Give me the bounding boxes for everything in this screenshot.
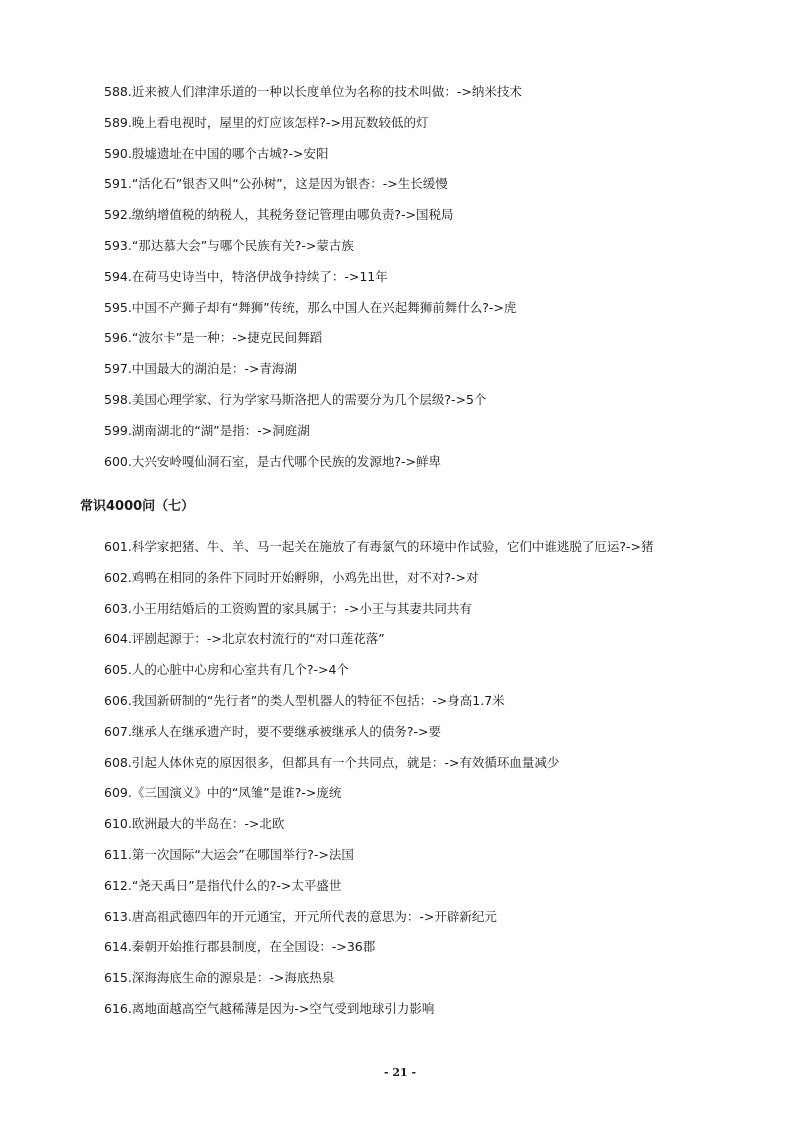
page-number: - 21 - xyxy=(383,1066,417,1079)
list-item: 607.继承人在继承遗产时，要不要继承被继承人的债务?->要 xyxy=(104,723,441,739)
list-item: 594.在荷马史诗当中，特洛伊战争持续了：->11年 xyxy=(104,268,388,284)
list-item: 595.中国不产狮子却有“舞狮”传统，那么中国人在兴起舞狮前舞什么?->虎 xyxy=(104,299,517,315)
list-item: 608.引起人体休克的原因很多，但都具有一个共同点，就是：->有效循环血量减少 xyxy=(104,754,560,770)
list-item: 600.大兴安岭嘎仙洞石室，是古代哪个民族的发源地?->鲜卑 xyxy=(104,453,441,469)
list-item: 596.“波尔卡”是一种：->捷克民间舞蹈 xyxy=(104,330,323,346)
list-item: 615.深海海底生命的源泉是：->海底热泉 xyxy=(104,970,335,986)
list-item: 599.湖南湖北的“湖”是指：->洞庭湖 xyxy=(104,422,310,438)
list-item: 597.中国最大的湖泊是：->青海湖 xyxy=(104,361,297,377)
list-item: 603.小王用结婚后的工资购置的家具属于：->小王与其妻共同共有 xyxy=(104,600,472,616)
list-item: 593.“那达慕大会”与哪个民族有关?->蒙古族 xyxy=(104,237,354,253)
list-item: 614.秦朝开始推行郡县制度，在全国设：->36郡 xyxy=(104,939,376,955)
question-list-part-two xyxy=(104,532,764,1025)
question-list-part-one xyxy=(104,77,764,477)
list-item: 616.离地面越高空气越稀薄是因为->空气受到地球引力影响 xyxy=(104,1000,435,1016)
list-item: 605.人的心脏中心房和心室共有几个?->4个 xyxy=(104,662,349,678)
list-item: 602.鸡鸭在相同的条件下同时开始孵卵，小鸡先出世，对不对?->对 xyxy=(104,569,479,585)
list-item: 591.“活化石”银杏又叫“公孙树”，这是因为银杏：->生长缓慢 xyxy=(104,176,448,192)
list-item: 604.评剧起源于：->北京农村流行的“对口莲花落” xyxy=(104,631,385,647)
list-item: 613.唐高祖武德四年的开元通宝，开元所代表的意思为：->开辟新纪元 xyxy=(104,908,497,924)
list-item: 601.科学家把猪、牛、羊、马一起关在施放了有毒氯气的环境中作试验，它们中谁逃脱了厄运?->猪 xyxy=(104,539,654,554)
list-item: 609.《三国演义》中的“凤雏”是谁?->庞统 xyxy=(104,785,342,801)
section-heading: 常识4000问（七） xyxy=(80,499,195,514)
list-item: 589.晚上看电视时，屋里的灯应该怎样?->用瓦数较低的灯 xyxy=(104,114,429,130)
list-item: 590.殷墟遗址在中国的哪个古城?->安阳 xyxy=(104,145,329,161)
list-item: 598.美国心理学家、行为学家马斯洛把人的需要分为几个层级?->5个 xyxy=(104,391,487,407)
list-item: 611.第一次国际“大运会”在哪国举行?->法国 xyxy=(104,846,354,862)
list-item: 588.近来被人们津津乐道的一种以长度单位为名称的技术叫做：->纳米技术 xyxy=(104,84,522,99)
list-item: 592.缴纳增值税的纳税人，其税务登记管理由哪负责?->国税局 xyxy=(104,207,454,223)
list-item: 610.欧洲最大的半岛在：->北欧 xyxy=(104,816,285,832)
list-item: 606.我国新研制的“先行者”的类人型机器人的特征不包括：->身高1.7米 xyxy=(104,692,505,708)
list-item: 612.“尧天禹日”是指代什么的?->太平盛世 xyxy=(104,877,342,893)
